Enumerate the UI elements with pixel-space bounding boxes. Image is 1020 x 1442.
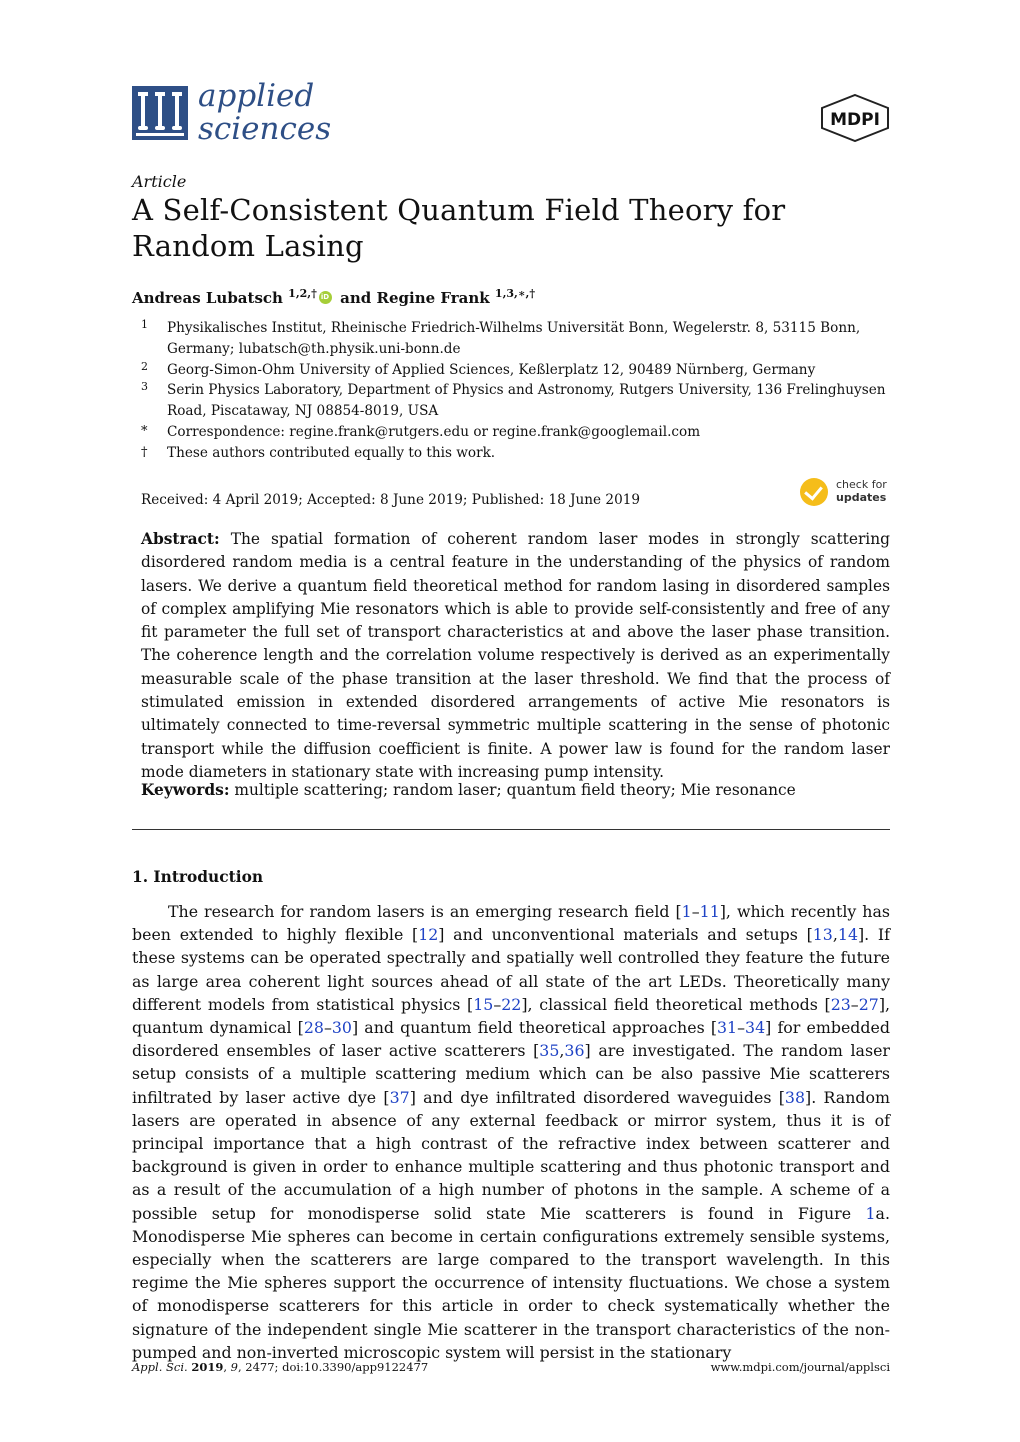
author-name: Andreas Lubatsch (132, 289, 283, 307)
author-affiliation-marks: 1,3,∗,† (494, 287, 536, 300)
body-text-segment: ]. If these systems can be operated spectrally and spatially well controlled they feature the future as large area coherent light sources ahead of all state of the art LEDs. Theoretically many different models from statistical physics [ (132, 925, 890, 1014)
body-text-segment: The research for random lasers is an emerging research field [ (168, 902, 682, 921)
orcid-icon[interactable] (319, 291, 332, 304)
correspondence-item (141, 422, 891, 443)
body-text-segment: a. Monodisperse Mie spheres can become in certain configurations extremely sensible systems, especially when the scatterers are large compared to the transport wavelength. In this regime the Mie spheres support the occurrence of intensity fluctuations. We chose a system of monodisperse scatterers for this article in order to check systematically whether the signature of the independent single Mie scatterer in the transport characteristics of the non-pumped and non-inverted microscopic system will persist in the stationary (132, 1203, 890, 1362)
citation-link[interactable]: 30 (331, 1018, 352, 1038)
affiliation-mark: 2 (141, 359, 148, 373)
footer-volume: 9 (230, 1360, 238, 1374)
journal-name-line2: sciences (198, 111, 332, 147)
body-text-segment: ] for embedded disordered ensembles of laser active scatterers [ (132, 1018, 890, 1061)
citation-link[interactable]: 28 (303, 1018, 324, 1038)
body-text-segment: ], quantum dynamical [ (132, 994, 890, 1038)
citation-link[interactable]: 12 (418, 925, 439, 945)
body-text-segment: ] are investigated. The random laser setup consists of a multiple scattering medium which can be also passive Mie scatterers infiltrated by laser active dye [ (132, 1041, 890, 1107)
citation-link[interactable]: 14 (837, 925, 858, 945)
body-text-segment: – (737, 1018, 746, 1038)
check-updates-line1: check for (836, 478, 887, 491)
affiliation-item (141, 360, 891, 381)
checkmark-icon (800, 478, 828, 506)
publisher-name: MDPI (830, 110, 880, 130)
affiliation-mark: 3 (141, 380, 148, 394)
affiliation-mark: * (141, 423, 148, 439)
journal-name (198, 80, 331, 146)
equal-contribution-note (141, 443, 891, 464)
body-text-segment: , (559, 1041, 565, 1061)
body-text-segment: ], classical field theoretical methods [ (521, 994, 831, 1014)
mdpi-logo-icon (820, 94, 890, 142)
footer-year: 2019 (191, 1360, 224, 1374)
affiliation-mark: 1 (141, 318, 148, 331)
author-affiliation-marks: 1,2,† (288, 287, 317, 300)
body-text-segment: ], which recently has been extended to highly flexible [ (132, 902, 891, 945)
citation-link[interactable]: 37 (389, 1087, 410, 1107)
abstract-text: The spatial formation of coherent random laser modes in strongly scattering disordered random media is a central feature in the understanding of the physics of random lasers. We derive a quantum field theoretical method for random lasing in disordered samples of complex amplifying Mie resonators which is able to provide self-consistently and free of any fit parameter the full set of transport characteristics at and above the laser phase transition. The coherence length and the correlation volume respectively is derived as an experimentally measurable scale of the phase transition at the laser threshold. We find that the process of stimulated emission in extended disordered arrangements of active Mie resonators is ultimately connected to time-reversal symmetric multiple scattering in the sense of photonic transport while the diffusion coefficient is finite. A power law is found for the random laser mode diameters in stationary state with increasing pump intensity. (141, 530, 890, 781)
citation-link[interactable]: 15 (473, 994, 494, 1014)
footer-journal-abbr: Appl. Sci. (132, 1360, 188, 1374)
citation-link[interactable]: 34 (745, 1018, 766, 1038)
body-text-segment: ] and dye infiltrated disordered waveguides [ (409, 1087, 785, 1107)
body-text-segment: – (493, 994, 502, 1014)
citation-link[interactable]: 1 (865, 1203, 876, 1223)
affiliation-text: Physikalisches Institut, Rheinische Friedrich-Wilhelms Universität Bonn, Wegelerstr. 8, 53115 Bonn, Germany; lubatsch@th.physik.uni-bonn.de (167, 320, 861, 357)
keywords (141, 781, 890, 799)
footer-journal-url[interactable]: www.mdpi.com/journal/applsci (710, 1360, 890, 1374)
body-text-segment: ] and unconventional materials and setups [ (438, 925, 813, 945)
body-text-segment: , (832, 925, 838, 945)
correspondence-text: Correspondence: regine.frank@rutgers.edu or regine.frank@googlemail.com (167, 423, 701, 440)
abstract (141, 528, 890, 784)
citation-link[interactable]: 38 (784, 1087, 806, 1107)
body-text-segment: – (850, 994, 859, 1014)
section-body (132, 900, 890, 1364)
citation-link[interactable]: 13 (812, 925, 833, 945)
author-name: Regine Frank (376, 289, 490, 307)
footer-citation: Appl. Sci. 2019, 9, 2477; doi:10.3390/app9122477 (132, 1360, 429, 1374)
keywords-label: Keywords: (141, 781, 230, 799)
citation-link[interactable]: 35 (539, 1041, 560, 1061)
citation-link[interactable]: 27 (858, 994, 879, 1014)
citation-link[interactable]: 31 (717, 1018, 738, 1038)
section-title: 1. Introduction (132, 868, 264, 886)
body-text-segment: ] and quantum field theoretical approaches [ (351, 1018, 717, 1038)
affiliation-item (141, 380, 891, 422)
body-text-segment: – (691, 902, 700, 921)
journal-logo-icon (132, 86, 188, 140)
body-text-segment: ]. Random lasers are operated in absence of any external feedback or mirror system, thus it is of principal importance that a high contrast of the refractive index between scatterer and background is given in order to enhance multiple scattering and thus photonic transport and as a result of the accumulation of a high number of photons in the sample. A scheme of a possible setup for monodisperse solid state Mie scatterers is found in Figure (132, 1087, 890, 1223)
publication-dates: Received: 4 April 2019; Accepted: 8 June 2019; Published: 18 June 2019 (141, 492, 641, 508)
affiliation-mark: † (141, 444, 148, 460)
affiliation-text: Serin Physics Laboratory, Department of Physics and Astronomy, Rutgers University, 136 Frelinghuysen Road, Piscataway, NJ 08854-8019, USA (167, 382, 886, 420)
citation-link[interactable]: 1 (681, 902, 692, 921)
citation-link[interactable]: 11 (699, 902, 720, 921)
footer-doi: , 2477; doi:10.3390/app9122477 (237, 1360, 429, 1374)
section-divider (132, 829, 890, 830)
body-text-segment: – (323, 1018, 332, 1038)
citation-link[interactable]: 22 (501, 994, 522, 1014)
article-type: Article (132, 172, 187, 191)
check-for-updates-button[interactable] (800, 476, 892, 510)
citation-link[interactable]: 36 (564, 1041, 585, 1061)
affiliation-list (141, 318, 891, 464)
journal-name-line1: applied (198, 78, 315, 114)
author-joiner: and (340, 289, 372, 307)
keywords-text: multiple scattering; random laser; quantum field theory; Mie resonance (234, 781, 796, 799)
affiliation-item (141, 318, 891, 360)
author-list (132, 287, 535, 307)
body-paragraph (132, 902, 890, 1362)
affiliation-text: Georg-Simon-Ohm University of Applied Sciences, Keßlerplatz 12, 90489 Nürnberg, Germany (167, 361, 816, 378)
equal-contribution-text: These authors contributed equally to this work. (167, 444, 496, 461)
abstract-label: Abstract: (141, 530, 220, 548)
paper-title: A Self-Consistent Quantum Field Theory for Random Lasing (132, 193, 786, 263)
check-updates-line2: updates (836, 491, 887, 504)
citation-link[interactable]: 23 (830, 994, 851, 1014)
